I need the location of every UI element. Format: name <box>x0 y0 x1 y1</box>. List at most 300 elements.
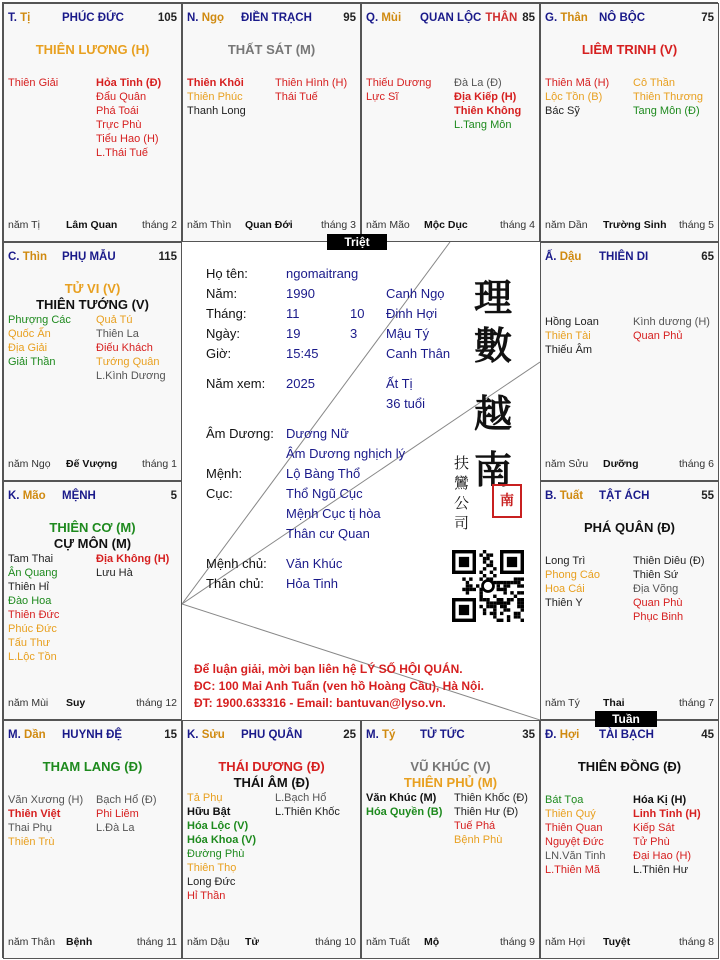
palace-header <box>545 729 714 745</box>
minor-star[interactable]: Quả Tú <box>96 314 133 326</box>
palace-truong-sinh: Mộc Dục <box>424 219 468 231</box>
palace-ngo[interactable] <box>182 3 361 242</box>
palace-truong-sinh: Thai <box>603 697 625 709</box>
minor-star[interactable]: Thiên Hư (Đ) <box>454 806 519 818</box>
palace-header <box>187 12 356 28</box>
calligraphy-1: 理 <box>474 275 513 320</box>
value-than-chu: Hỏa Tinh <box>286 576 339 591</box>
dai-han-number: 15 <box>164 729 177 741</box>
major-star[interactable]: VŨ KHÚC (V) <box>410 759 491 774</box>
minor-star[interactable]: L.Đà La <box>96 822 135 834</box>
palace-header <box>366 12 535 28</box>
minor-star[interactable]: Thiên Phúc <box>187 91 243 103</box>
minor-star[interactable]: Hỏa Tinh (Đ) <box>96 77 162 89</box>
palace-truong-sinh: Tuyệt <box>603 936 631 948</box>
palace-footer <box>366 219 535 233</box>
palace-can: G. <box>545 12 558 24</box>
palace-dau[interactable] <box>540 242 719 481</box>
minor-stars-right <box>275 76 347 104</box>
tu-vi-chart <box>2 2 718 958</box>
palace-cung: TẬT ÁCH <box>599 490 650 502</box>
minor-star[interactable]: Lực Sĩ <box>366 91 399 103</box>
palace-dan[interactable] <box>3 720 182 959</box>
palace-thang: tháng 9 <box>499 936 535 948</box>
dai-han-number: 75 <box>701 12 714 24</box>
minor-star[interactable]: Thanh Long <box>187 105 246 117</box>
palace-name <box>599 490 649 502</box>
palace-name <box>62 729 122 741</box>
major-star[interactable]: THIÊN PHỦ (M) <box>403 775 498 790</box>
major-star[interactable]: THÁI ÂM (Đ) <box>233 775 310 790</box>
minor-star[interactable]: Lộc Tồn (B) <box>545 91 603 103</box>
calligraphy-small-4: 司 <box>454 514 470 532</box>
minor-star[interactable]: Hữu Bật <box>187 806 231 818</box>
minor-star[interactable]: Thiên Quan <box>545 822 603 834</box>
palace-name <box>241 12 312 24</box>
major-star[interactable]: LIÊM TRINH (V) <box>581 42 678 57</box>
palace-tuat[interactable] <box>540 481 719 720</box>
palace-nam: năm Mão <box>366 219 410 231</box>
minor-stars-right <box>633 315 710 343</box>
palace-can-chi <box>545 251 581 263</box>
palace-cung: TỬ TỨC <box>420 729 465 741</box>
palace-nam: năm Tý <box>545 697 580 709</box>
minor-star[interactable]: Thiên Diêu (Đ) <box>633 555 705 567</box>
palace-truong-sinh: Dưỡng <box>603 458 639 470</box>
palace-can: B. <box>545 490 557 502</box>
label-menh-chu: Mệnh chủ: <box>206 556 267 571</box>
major-star[interactable]: PHÁ QUÂN (Đ) <box>584 520 675 535</box>
minor-star[interactable]: Hỉ Thần <box>187 890 226 902</box>
dai-han-number: 45 <box>701 729 714 741</box>
center-info-panel <box>182 242 540 720</box>
minor-stars-left <box>8 76 58 90</box>
minor-star[interactable]: Văn Xương (H) <box>8 794 84 806</box>
minor-star[interactable]: Thiên Hỉ <box>8 581 49 593</box>
value-nam: 1990 <box>286 286 315 301</box>
major-star[interactable]: THIÊN TƯỚNG (V) <box>36 297 149 312</box>
label-ngay: Ngày: <box>206 326 240 341</box>
minor-star[interactable]: L.Lộc Tồn <box>8 651 57 663</box>
dai-han-number: 65 <box>701 251 714 263</box>
label-cuc: Cục: <box>206 486 233 501</box>
minor-star[interactable]: Địa Võng <box>633 583 679 595</box>
value-gio: 15:45 <box>286 346 319 361</box>
palace-can: N. <box>187 12 199 24</box>
minor-star[interactable]: Hóa Lộc (V) <box>187 820 249 832</box>
palace-chi: Ngọ <box>201 12 225 24</box>
minor-stars-left <box>8 313 71 369</box>
minor-star[interactable]: Đào Hoa <box>8 595 52 607</box>
palace-chi: Hợi <box>559 729 580 741</box>
minor-star[interactable]: Thái Tuế <box>275 91 318 103</box>
value-nam-xem: 2025 <box>286 376 315 391</box>
value-menh: Lộ Bàng Thổ <box>286 466 361 481</box>
minor-star[interactable]: Thiên Thương <box>633 91 704 103</box>
palace-chi: Dần <box>23 729 46 741</box>
minor-stars-left <box>545 793 606 877</box>
minor-star[interactable]: L.Bạch Hổ <box>275 792 327 804</box>
minor-star[interactable]: Thiên Sứ <box>633 569 679 581</box>
dai-han-number: 55 <box>701 490 714 502</box>
minor-star[interactable]: Thiếu Dương <box>366 77 432 89</box>
minor-star[interactable]: L.Thiên Mã <box>545 864 601 876</box>
minor-star[interactable]: L.Thái Tuế <box>96 147 148 159</box>
palace-can-chi <box>8 251 47 263</box>
palace-cung: PHỤ MẪU <box>62 251 116 263</box>
value-tuoi: 36 tuổi <box>386 396 426 411</box>
minor-star[interactable]: Thiên Khốc (Đ) <box>454 792 528 804</box>
palace-mao[interactable] <box>3 481 182 720</box>
contact-line-1: Để luận giải, mời bạn liên hệ LÝ SỐ HỘI QUÁN. <box>194 662 463 676</box>
palace-footer <box>545 458 714 472</box>
minor-stars-right <box>633 76 703 118</box>
palace-footer <box>8 458 177 472</box>
minor-star[interactable]: Phúc Đức <box>8 623 57 635</box>
minor-star[interactable]: Văn Khúc (M) <box>366 792 437 804</box>
minor-star[interactable]: L.Thiên Hư <box>633 864 689 876</box>
minor-star[interactable]: Thiên Đức <box>8 609 60 621</box>
minor-star[interactable]: Địa Kiếp (H) <box>454 91 517 103</box>
minor-star[interactable]: Thiên Mã (H) <box>545 77 610 89</box>
value-nam-can-chi: Canh Ngọ <box>386 286 445 301</box>
major-star[interactable]: CỰ MÔN (M) <box>53 536 132 551</box>
minor-star[interactable]: Bạch Hổ (Đ) <box>96 794 157 806</box>
palace-can: K. <box>187 729 199 741</box>
minor-stars-left <box>366 76 431 104</box>
minor-star[interactable]: Địa Giải <box>8 342 48 354</box>
major-star[interactable]: THÁI DƯƠNG (Đ) <box>218 759 325 774</box>
palace-ty[interactable] <box>361 720 540 959</box>
minor-stars-left <box>8 552 59 664</box>
minor-star[interactable]: Hồng Loan <box>545 316 599 328</box>
palace-truong-sinh: Quan Đới <box>245 219 293 231</box>
minor-star[interactable]: Đại Hao (H) <box>633 850 692 862</box>
minor-star[interactable]: Thiên Hình (H) <box>275 77 348 89</box>
calligraphy-small-2: 鸞 <box>454 474 470 492</box>
minor-star[interactable]: L.Thiên Khốc <box>275 806 340 818</box>
minor-star[interactable]: Thiên Tài <box>545 330 591 342</box>
value-cuc: Thổ Ngũ Cục <box>286 486 363 501</box>
palace-truong-sinh: Trường Sinh <box>603 219 667 231</box>
minor-star[interactable]: Tử Phù <box>633 836 670 848</box>
palace-footer <box>545 219 714 233</box>
palace-thang: tháng 2 <box>141 219 177 231</box>
minor-star[interactable]: Thiên Trù <box>8 836 55 848</box>
minor-star[interactable]: Phá Toái <box>96 105 139 117</box>
qr-code-icon[interactable] <box>452 550 524 622</box>
minor-star[interactable]: L.Tang Môn <box>454 119 512 131</box>
minor-star[interactable]: Hóa Kị (H) <box>633 794 687 806</box>
palace-thang: tháng 11 <box>136 936 177 948</box>
palace-thang: tháng 3 <box>320 219 356 231</box>
minor-stars-left <box>366 791 442 819</box>
palace-header <box>8 251 177 267</box>
minor-stars-right <box>454 76 521 132</box>
minor-star[interactable]: Địa Không (H) <box>96 553 170 565</box>
palace-thang: tháng 4 <box>499 219 535 231</box>
palace-can: T. <box>8 12 17 24</box>
minor-star[interactable]: Hoa Cái <box>545 583 585 595</box>
palace-header <box>8 729 177 745</box>
palace-cung: PHÚC ĐỨC <box>62 12 124 24</box>
palace-can-chi <box>187 729 225 741</box>
minor-star[interactable]: Long Trì <box>545 555 586 567</box>
minor-star[interactable]: Phi Liêm <box>96 808 139 820</box>
minor-star[interactable]: Thiên Khôi <box>187 77 244 89</box>
minor-star[interactable]: Hóa Khoa (V) <box>187 834 257 846</box>
dai-han-number: 25 <box>343 729 356 741</box>
value-cuc-3: Thân cư Quan <box>286 526 370 541</box>
minor-star[interactable]: Thiên Thọ <box>187 862 237 874</box>
palace-name <box>62 490 96 502</box>
palace-thang: tháng 10 <box>315 936 356 948</box>
palace-chi: Tý <box>381 729 396 741</box>
minor-star[interactable]: Thiên Quý <box>545 808 596 820</box>
label-nam-xem: Năm xem: <box>206 376 266 391</box>
palace-truong-sinh: Lâm Quan <box>66 219 118 231</box>
major-star[interactable]: THAM LANG (Đ) <box>42 759 143 774</box>
palace-chi: Tị <box>20 12 31 24</box>
minor-star[interactable]: Hóa Quyền (B) <box>366 806 443 818</box>
palace-thang: tháng 5 <box>678 219 714 231</box>
major-star[interactable]: THẤT SÁT (M) <box>227 42 316 57</box>
palace-nam: năm Thìn <box>187 219 232 231</box>
minor-stars-right <box>454 791 528 847</box>
palace-footer <box>187 219 356 233</box>
palace-can: M. <box>8 729 21 741</box>
palace-chi: Mão <box>22 490 46 502</box>
palace-cung: TÀI BẠCH <box>599 729 654 741</box>
minor-stars-left <box>545 554 600 610</box>
minor-star[interactable]: Phục Binh <box>633 611 684 623</box>
palace-thang: tháng 8 <box>678 936 714 948</box>
minor-star[interactable]: Thiên Giải <box>8 77 59 89</box>
palace-nam: năm Tị <box>8 219 40 231</box>
palace-header <box>545 12 714 28</box>
palace-can: Ấ. <box>545 251 557 263</box>
minor-star[interactable]: Thai Phụ <box>8 822 53 834</box>
label-am-duong: Âm Dương: <box>206 426 274 441</box>
value-menh-chu: Văn Khúc <box>286 556 343 571</box>
dai-han-number: 35 <box>522 729 535 741</box>
minor-star[interactable]: Quan Phủ <box>633 330 683 342</box>
palace-can: C. <box>8 251 20 263</box>
palace-header <box>366 729 535 745</box>
palace-can-chi <box>8 12 30 24</box>
palace-cung: HUYNH ĐỆ <box>62 729 123 741</box>
palace-can: M. <box>366 729 379 741</box>
palace-name <box>599 729 654 741</box>
palace-hoi[interactable] <box>540 720 719 959</box>
palace-truong-sinh: Mộ <box>424 936 440 948</box>
minor-stars-left <box>545 76 609 118</box>
minor-star[interactable]: Quốc Ấn <box>8 328 51 340</box>
minor-stars-right <box>96 76 161 160</box>
minor-star[interactable]: Điếu Khách <box>96 342 153 354</box>
palace-footer <box>8 936 177 950</box>
major-star[interactable]: THIÊN CƠ (M) <box>49 520 136 535</box>
palace-can-chi <box>8 729 46 741</box>
calligraphy-small-3: 公 <box>454 494 470 512</box>
minor-star[interactable]: Đẩu Quân <box>96 91 147 103</box>
palace-cung: THIÊN DI <box>599 251 649 263</box>
minor-star[interactable]: Tuế Phá <box>454 820 496 832</box>
palace-cung: MỆNH <box>62 490 96 502</box>
major-star[interactable]: TỬ VI (V) <box>64 281 121 296</box>
palace-can-chi <box>187 12 224 24</box>
minor-star[interactable]: Giải Thần <box>8 356 56 368</box>
minor-star[interactable]: Thiếu Âm <box>545 344 593 356</box>
palace-can: K. <box>8 490 20 502</box>
palace-nam: năm Dần <box>545 219 588 231</box>
palace-footer <box>8 697 177 711</box>
minor-stars-right <box>96 552 169 580</box>
palace-can-chi <box>8 490 46 502</box>
label-nam: Năm: <box>206 286 238 301</box>
label-than-chu: Thân chủ: <box>206 576 264 591</box>
major-star[interactable]: THIÊN ĐỒNG (Đ) <box>577 759 682 774</box>
palace-ti[interactable] <box>3 3 182 242</box>
palace-truong-sinh: Đế Vượng <box>66 458 118 470</box>
minor-star[interactable]: Trực Phù <box>96 119 142 131</box>
minor-stars-left <box>187 76 246 118</box>
minor-star[interactable]: Lưu Hà <box>96 567 133 579</box>
minor-star[interactable]: Linh Tinh (H) <box>633 808 701 820</box>
palace-footer <box>187 936 356 950</box>
minor-stars-left <box>187 791 256 903</box>
value-ngay-can-chi: Mậu Tý <box>386 326 430 341</box>
minor-star[interactable]: Thiên Không <box>454 105 522 117</box>
dai-han-number: 105 <box>157 12 177 24</box>
minor-star[interactable]: Đà La (Đ) <box>454 77 502 89</box>
palace-truong-sinh: Tử <box>245 936 260 948</box>
palace-can: Q. <box>366 12 379 24</box>
value-gio-can-chi: Canh Thân <box>386 346 451 361</box>
palace-can-chi <box>366 12 401 24</box>
palace-footer <box>545 936 714 950</box>
minor-star[interactable]: Tướng Quân <box>96 356 160 368</box>
minor-star[interactable]: Tấu Thư <box>8 637 51 649</box>
minor-stars-right <box>633 554 705 624</box>
minor-stars-right <box>633 793 701 877</box>
minor-star[interactable]: Ân Quang <box>8 567 58 579</box>
palace-can-chi <box>366 729 395 741</box>
palace-chi: Sửu <box>201 729 225 741</box>
minor-star[interactable]: Thiên La <box>96 328 139 340</box>
value-thang-duong: 11 <box>286 306 300 321</box>
minor-stars-left <box>545 315 599 357</box>
palace-header <box>187 729 356 745</box>
palace-suu[interactable] <box>182 720 361 959</box>
minor-star[interactable]: Kình dương (H) <box>633 316 710 328</box>
palace-name <box>62 12 124 24</box>
palace-nam: năm Ngọ <box>8 458 51 470</box>
palace-nam: năm Hợi <box>545 936 586 948</box>
minor-star[interactable]: L.Kình Dương <box>96 370 166 382</box>
palace-header <box>8 12 177 28</box>
value-am-duong: Dương Nữ <box>286 426 349 441</box>
palace-thang: tháng 7 <box>678 697 714 709</box>
minor-star[interactable]: Thiên Y <box>545 597 583 609</box>
minor-star[interactable]: LN.Văn Tinh <box>545 850 606 862</box>
major-star[interactable]: THIÊN LƯƠNG (H) <box>35 42 150 57</box>
palace-mui[interactable] <box>361 3 540 242</box>
palace-chi: Thìn <box>22 251 47 263</box>
contact-line-2: ĐC: 100 Mai Anh Tuấn (ven hồ Hoàng Cầu), Hà Nội. <box>194 679 485 693</box>
minor-star[interactable]: Tam Thai <box>8 553 54 565</box>
palace-can-chi <box>545 729 579 741</box>
palace-nam: năm Thân <box>8 936 56 948</box>
palace-header <box>545 490 714 506</box>
minor-star[interactable]: Bác Sỹ <box>545 105 580 117</box>
minor-star[interactable]: Tang Môn (Đ) <box>633 105 700 117</box>
triet-marker: Triệt <box>327 234 387 250</box>
tuan-marker: Tuần <box>595 711 657 727</box>
minor-star[interactable]: Bệnh Phù <box>454 834 503 846</box>
value-ho-ten: ngomaitrang <box>286 266 359 281</box>
minor-star[interactable]: Tiểu Hao (H) <box>96 133 159 145</box>
minor-star[interactable]: Nguyệt Đức <box>545 836 604 848</box>
minor-star[interactable]: Thiên Việt <box>8 808 61 820</box>
minor-star[interactable]: Quan Phù <box>633 597 683 609</box>
palace-header <box>545 251 714 267</box>
palace-truong-sinh: Bệnh <box>66 936 93 948</box>
calligraphy-2: 數 <box>474 323 513 368</box>
value-ngay-am: 3 <box>350 326 358 341</box>
minor-stars-left <box>8 793 83 849</box>
palace-name <box>420 12 517 24</box>
label-thang: Tháng: <box>206 306 247 321</box>
palace-can-chi <box>545 490 583 502</box>
value-thang-can-chi: Đinh Hợi <box>386 306 438 321</box>
palace-thin[interactable] <box>3 242 182 481</box>
palace-chi: Dậu <box>559 251 582 263</box>
dai-han-number: 115 <box>158 251 177 263</box>
than-marker: THÂN <box>485 12 518 24</box>
palace-thang: tháng 6 <box>678 458 714 470</box>
palace-footer <box>545 697 714 711</box>
palace-footer <box>366 936 535 950</box>
palace-chi: Thân <box>560 12 588 24</box>
minor-star[interactable]: Đường Phù <box>187 848 245 860</box>
minor-stars-right <box>96 793 157 835</box>
minor-star[interactable]: Cô Thần <box>633 77 675 89</box>
palace-chi: Mùi <box>381 12 402 24</box>
minor-star[interactable]: Phượng Các <box>8 314 71 326</box>
minor-stars-right <box>275 791 340 819</box>
calligraphy-3: 越 <box>474 391 513 436</box>
palace-name <box>599 251 648 263</box>
palace-name <box>420 729 465 741</box>
label-menh: Mệnh: <box>206 466 243 481</box>
minor-star[interactable]: Bát Tọa <box>545 794 584 806</box>
value-am-duong-2: Âm Dương nghịch lý <box>286 446 406 461</box>
palace-can-chi <box>545 12 588 24</box>
palace-cung: PHU QUÂN <box>241 729 303 741</box>
minor-star[interactable]: Kiếp Sát <box>633 822 675 834</box>
minor-star[interactable]: Long Đức <box>187 876 236 888</box>
label-ho-ten: Họ tên: <box>206 266 248 281</box>
palace-than[interactable] <box>540 3 719 242</box>
minor-star[interactable]: Tả Phụ <box>187 792 223 804</box>
palace-cung: ĐIỀN TRẠCH <box>241 12 312 24</box>
value-thang-am: 10 <box>350 306 365 321</box>
minor-star[interactable]: Phong Cáo <box>545 569 601 581</box>
palace-thang: tháng 1 <box>141 458 177 470</box>
palace-thang: tháng 12 <box>136 697 177 709</box>
minor-stars-right <box>96 313 166 383</box>
